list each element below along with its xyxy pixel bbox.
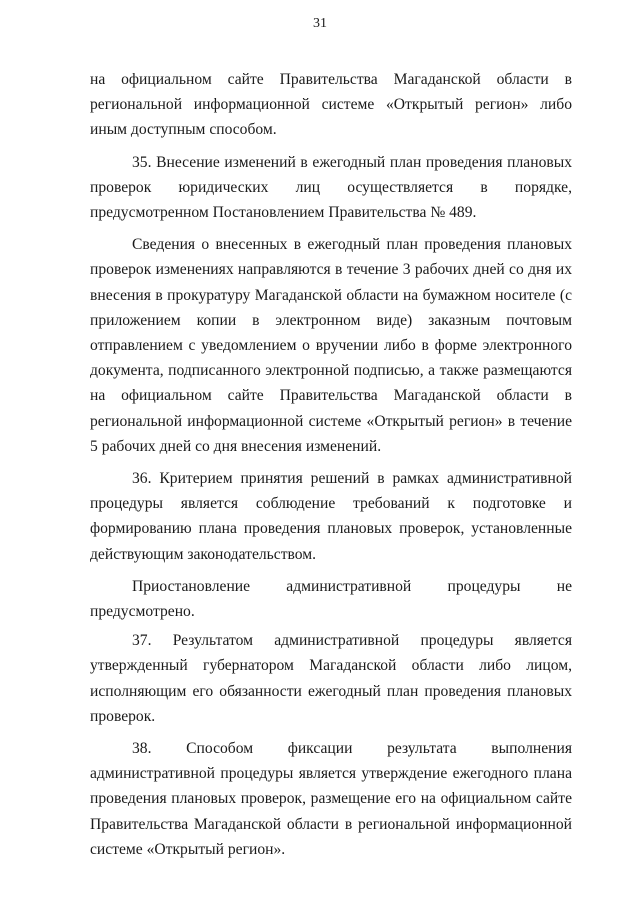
document-body — [90, 67, 572, 862]
paragraph-36: 36. Критерием принятия решений в рамках административной процедуры является соблюдение требований к подготовке и формированию плана проведения плановых проверок, установленные действующим законодательством. — [90, 470, 572, 563]
paragraph-37: 37. Результатом административной процедуры является утвержденный губернатором Магаданской области либо лицом, исполняющим его обязанности ежегодный план проведения плановых проверок. — [90, 632, 572, 725]
paragraph-continuation: на официальном сайте Правительства Магаданской области в региональной информационной системе «Открытый регион» либо иным доступным способом. — [90, 71, 572, 139]
paragraph-38: 38. Способом фиксации результата выполнения административной процедуры является утверждение ежегодного плана проведения плановых проверок, размещение его на официальном сайте Правительства Магаданской области в региональной информационной системе «Открытый регион». — [90, 740, 572, 858]
paragraph-35: 35. Внесение изменений в ежегодный план проведения плановых проверок юридических лиц осуществляется в порядке, предусмотренном Постановлением Правительства № 489. — [90, 153, 572, 222]
page-number: 31 — [313, 16, 327, 31]
paragraph-35-notification: Сведения о внесенных в ежегодный план проведения плановых проверок изменениях направляются в течение 3 рабочих дней со дня их внесения в прокуратуру Магаданской области на бумажном носителе (с приложением копии в электронном виде) заказным почтовым отправлением с уведомлением о вручении либо в форме электронного документа, подписанного электронной подписью, а также размещаются на официальном сайте Правительства Магаданской области в региональной информационной системе «Открытый регион» в течение 5 рабочих дней со дня внесения изменений. — [90, 236, 572, 455]
paragraph-36-suspension: Приостановление административной процедуры не предусмотрено. — [90, 577, 572, 621]
